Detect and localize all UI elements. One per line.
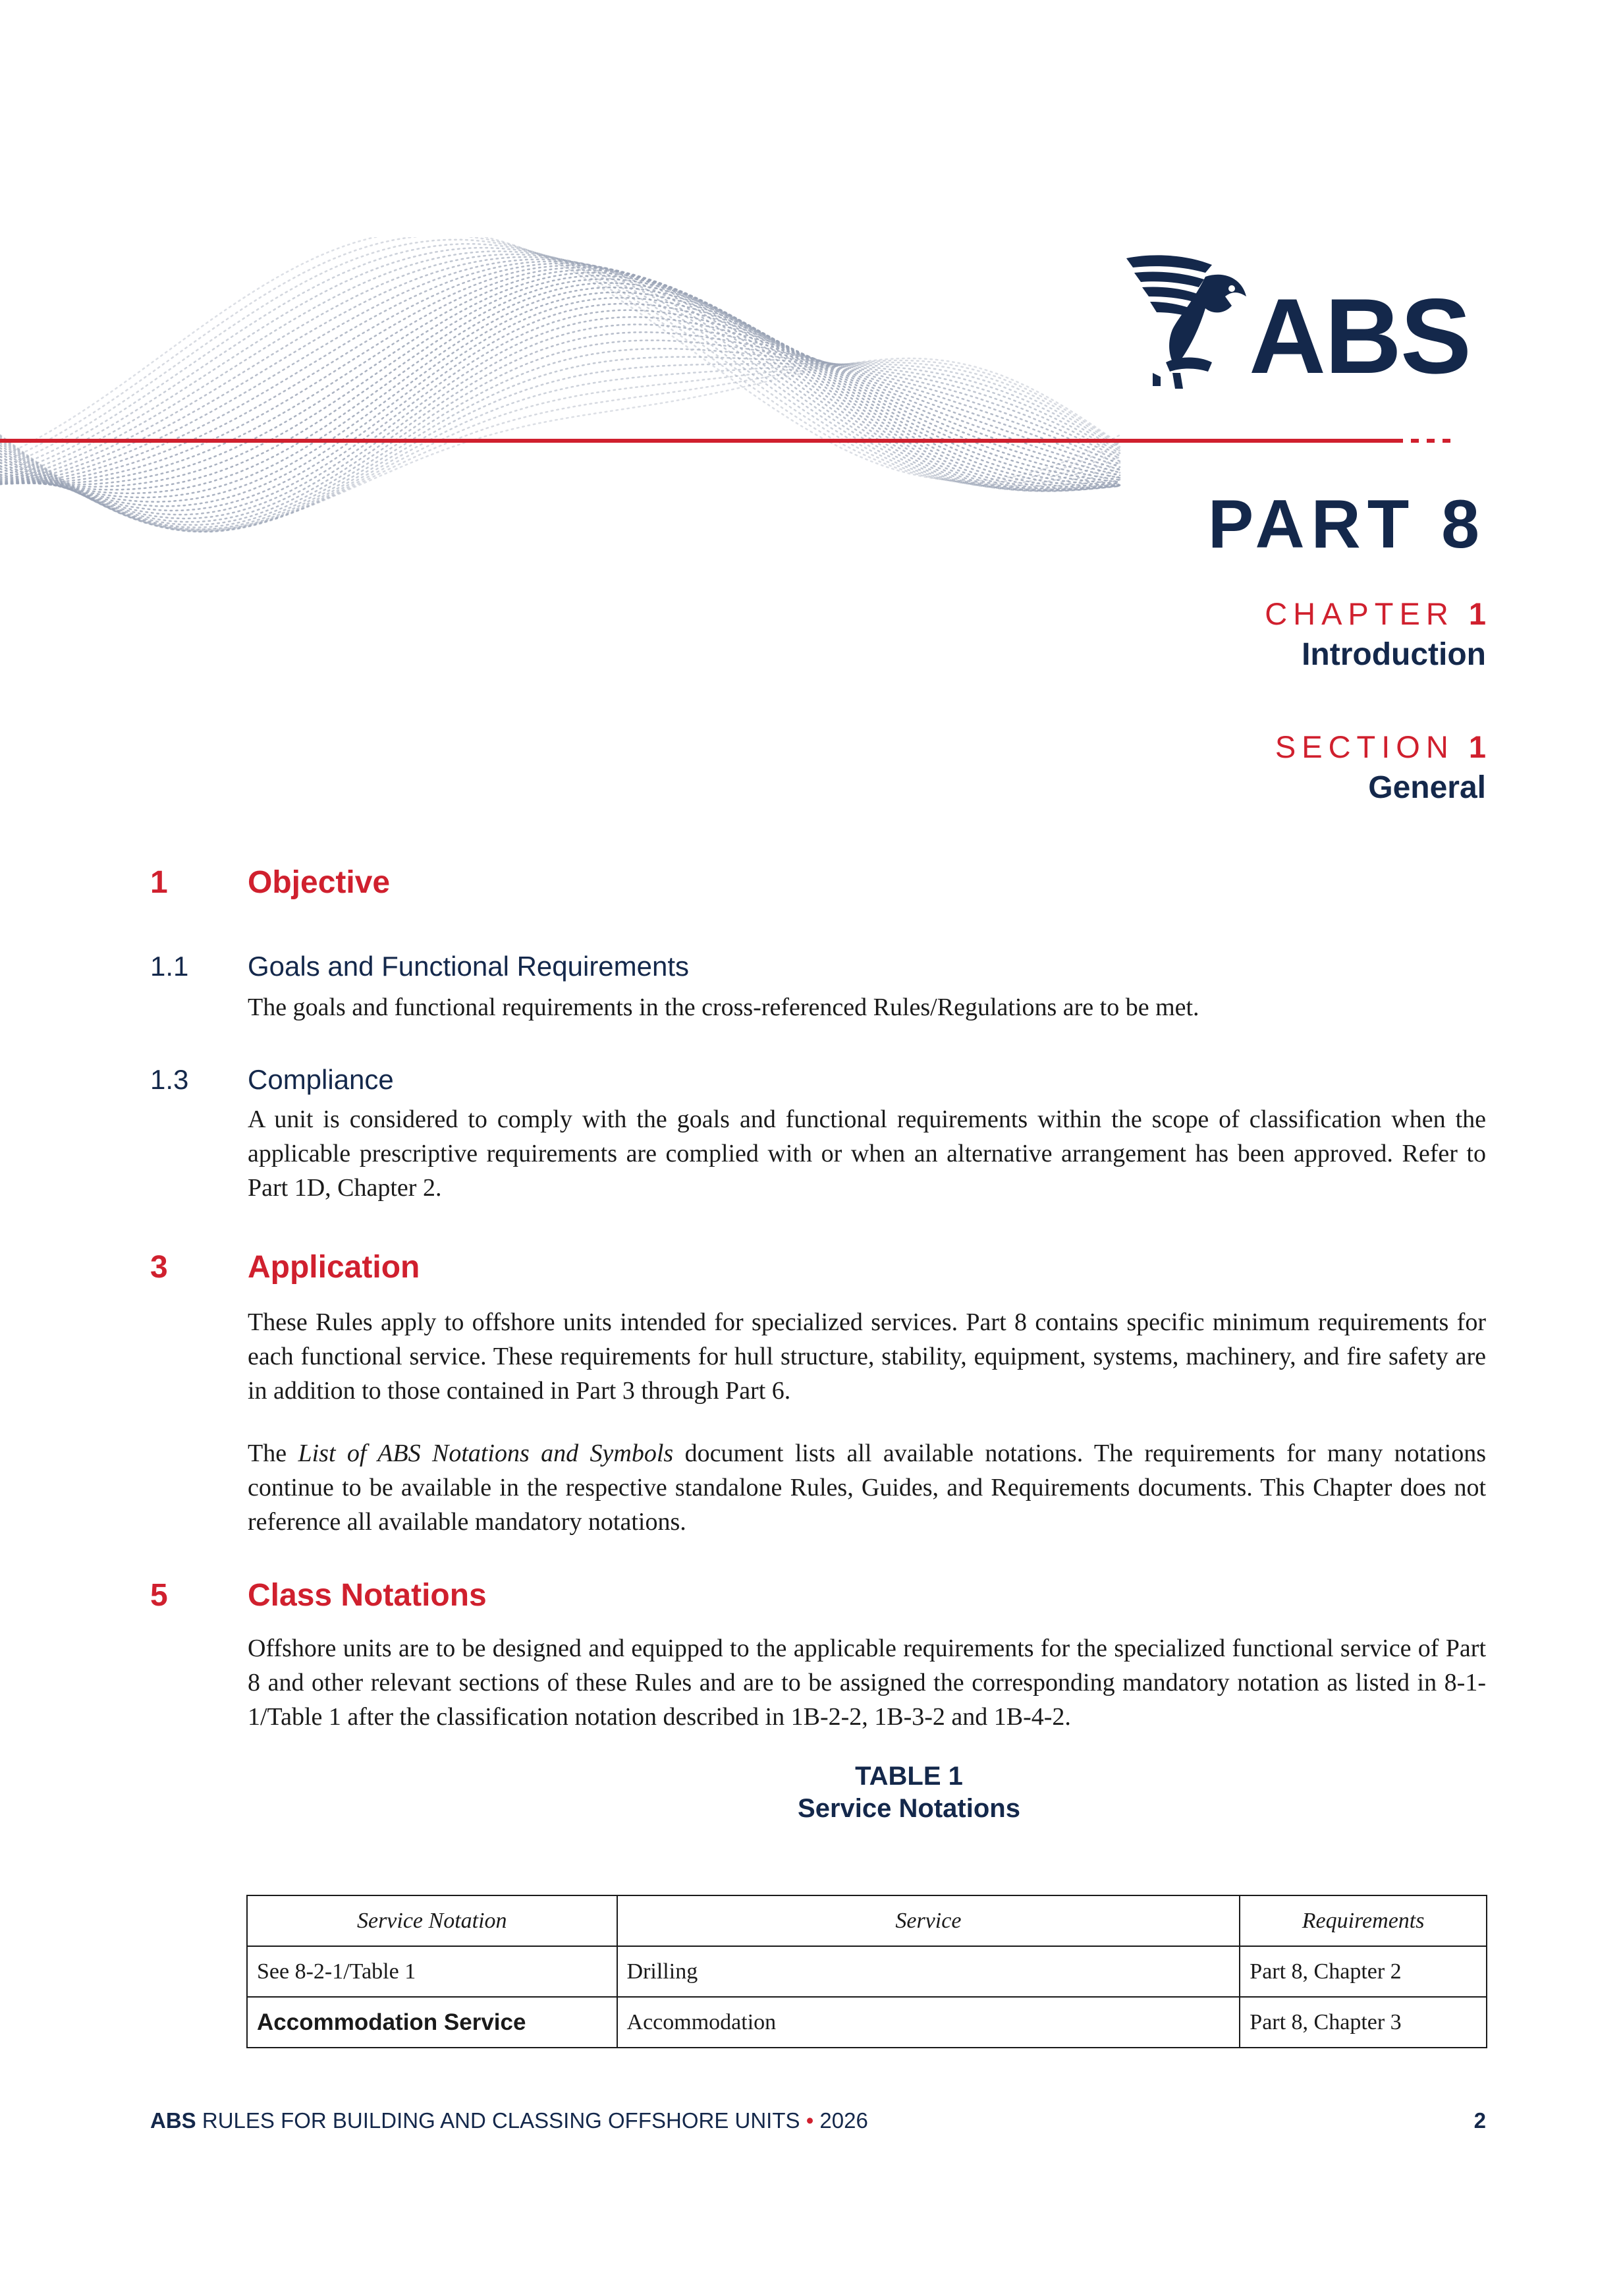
part-title: PART 8 — [1207, 486, 1486, 563]
footer-brand: ABS — [150, 2108, 196, 2133]
section-label-text: SECTION — [1275, 729, 1454, 764]
wave-strand — [0, 257, 1120, 491]
cell-service: Drilling — [617, 1946, 1240, 1997]
wave-strand — [0, 279, 1120, 490]
cell-service-notation: Accommodation Service — [247, 1997, 617, 2048]
chapter-label — [1265, 598, 1486, 629]
table-label: TABLE 1 — [855, 1762, 963, 1791]
cell-requirements: Part 8, Chapter 2 — [1240, 1946, 1487, 1997]
table-row — [247, 1997, 1487, 2048]
paragraph-application-1: These Rules apply to offshore units intended for specialized services. Part 8 contains specific minimum requirements for each functional service. These requirements for hull structure, stability, equipment, systems, machinery, and fire safety are in addition to those contained in Part 3 through Part 6. — [248, 1308, 1486, 1405]
page-number: 2 — [1473, 2108, 1486, 2133]
wave-strand — [0, 283, 1120, 493]
paragraph-class-notations: Offshore units are to be designed and equipped to the applicable requirements for the specialized functional service of Part 8 and other relevant sections of these Rules and are to be assigned the corresponding mandatory notation as listed in 8-1-1/Table 1 after the classification notation described in 1B-2-2, 1B-3-2 and 1B-4-2. — [248, 1635, 1486, 1731]
wave-strand — [0, 273, 1120, 486]
column-header-service: Service — [617, 1895, 1240, 1946]
eagle-logo-icon — [1126, 250, 1252, 389]
abs-logo-wordmark: ABS — [1249, 277, 1471, 396]
wave-strand — [0, 248, 1120, 488]
wave-strand — [0, 267, 1120, 489]
chapter-number: 1 — [1468, 596, 1486, 631]
heading-1-3-number: 1.3 — [150, 1064, 189, 1095]
paragraph-application-2-pre: The — [248, 1440, 298, 1467]
header-rule-dashes — [1411, 439, 1458, 443]
table-row — [247, 1946, 1487, 1997]
wave-strand — [0, 325, 1120, 522]
section-title: General — [1368, 770, 1486, 805]
table-title: Service Notations — [798, 1794, 1020, 1823]
column-header-service-notation: Service Notation — [247, 1895, 617, 1946]
service-notations-table — [246, 1895, 1487, 2048]
cell-service-notation: See 8-2-1/Table 1 — [247, 1946, 617, 1997]
section-label — [1275, 731, 1486, 762]
chapter-title: Introduction — [1302, 637, 1486, 672]
wave-strand — [0, 341, 1120, 528]
heading-5-number: 5 — [150, 1578, 168, 1613]
wave-strand — [0, 266, 1120, 490]
footer-title — [150, 2110, 868, 2131]
heading-1-1-number: 1.1 — [150, 951, 189, 982]
section-number: 1 — [1468, 729, 1486, 764]
heading-class-notations: Class Notations — [248, 1578, 487, 1613]
wave-strand — [0, 237, 1120, 483]
wave-strand — [0, 310, 1120, 515]
footer-year: 2026 — [819, 2108, 868, 2133]
heading-1-number: 1 — [150, 865, 168, 900]
footer-doc-title: RULES FOR BUILDING AND CLASSING OFFSHORE UNITS — [202, 2108, 800, 2133]
cell-requirements: Part 8, Chapter 3 — [1240, 1997, 1487, 2048]
wave-strand — [0, 287, 1120, 497]
heading-3-number: 3 — [150, 1250, 168, 1285]
list-of-notations-title: List of ABS Notations and Symbols — [298, 1440, 674, 1467]
heading-application: Application — [248, 1250, 420, 1285]
paragraph-application-2 — [248, 1436, 1486, 1539]
heading-objective: Objective — [248, 865, 391, 900]
column-header-requirements: Requirements — [1240, 1895, 1487, 1946]
chapter-label-text: CHAPTER — [1265, 596, 1454, 631]
footer-separator: • — [806, 2108, 814, 2133]
heading-compliance: Compliance — [248, 1064, 394, 1095]
wave-strand — [0, 237, 1120, 481]
header-rule — [0, 439, 1403, 443]
paragraph-compliance: A unit is considered to comply with the goals and functional requirements within the scope of classification when the applicable prescriptive requirements are complied with or when an alternative arrangement has been approved. Refer to Part 1D, Chapter 2. — [248, 1106, 1486, 1202]
paragraph-application-2-post: document lists all available notations. The requirements for many notations continue to be available in the respective standalone Rules, Guides, and Requirements documents. This Chapter does not reference all available mandatory notations. — [248, 1440, 1486, 1536]
paragraph-goals: The goals and functional requirements in the cross-referenced Rules/Regulations are to be met. — [248, 994, 1199, 1021]
table-header-row — [247, 1895, 1487, 1946]
wave-strand — [0, 270, 1120, 488]
heading-goals: Goals and Functional Requirements — [248, 951, 690, 982]
cell-service: Accommodation — [617, 1997, 1240, 2048]
